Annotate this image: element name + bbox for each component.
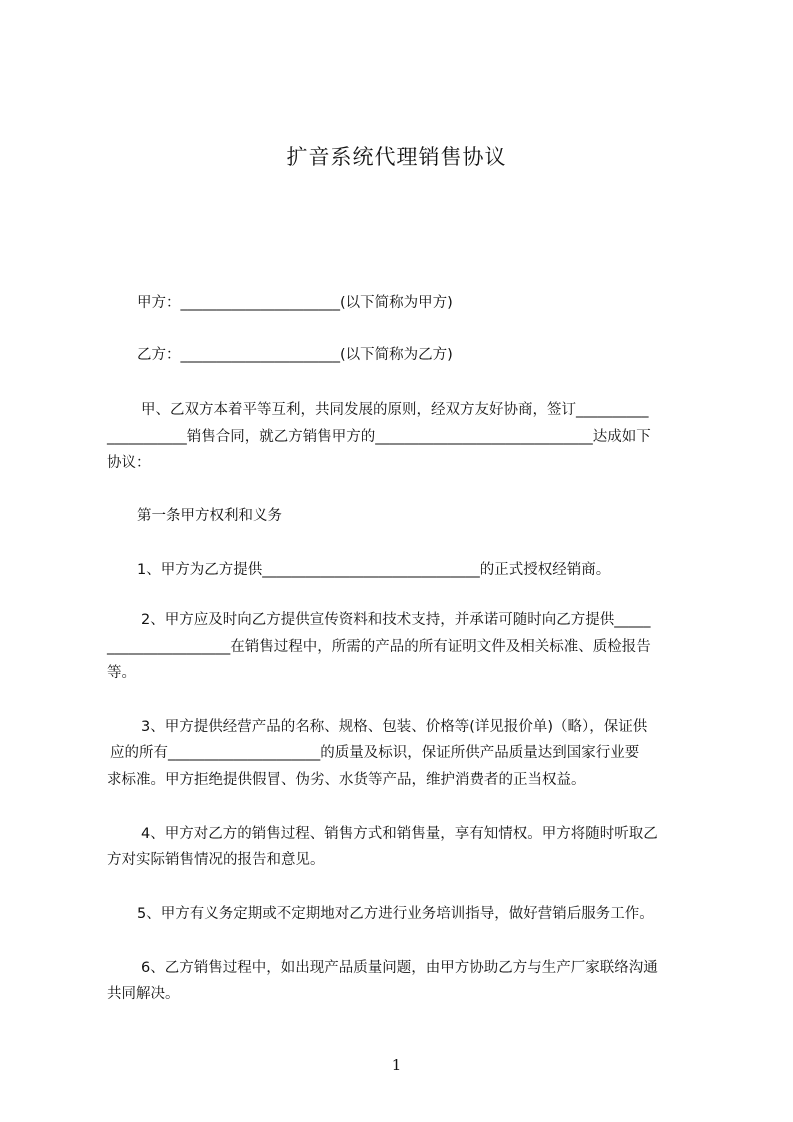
clause-1-line-1: 1、甲方为乙方提供______________________________的正式授权经销商。 [137, 562, 611, 578]
section-1-heading: 第一条甲方权利和义务 [137, 508, 282, 524]
clause-3-line-3: 求标准。甲方拒绝提供假冒、伪劣、水货等产品，维护消费者的正当权益。 [107, 772, 586, 788]
clause-4-line-1: 4、甲方对乙方的销售过程、销售方式和销售量，享有知情权。甲方将随时听取乙 [141, 826, 658, 842]
party-b-line: 乙方：______________________(以下简称为乙方) [137, 347, 453, 363]
document-title: 扩音系统代理销售协议 [286, 145, 507, 169]
clause-6-line-1: 6、乙方销售过程中，如出现产品质量问题，由甲方协助乙方与生产厂家联络沟通 [141, 960, 658, 976]
clause-6-line-2: 共同解决。 [107, 986, 180, 1002]
clause-2-line-3: 等。 [107, 665, 136, 681]
clause-2-line-2: _________________在销售过程中，所需的产品的所有证明文件及相关标准、质检报告 [107, 639, 651, 655]
clause-3-line-2: 应的所有_____________________的质量及标识，保证所供产品质量达到国家行业要 [110, 745, 640, 761]
party-a-line: 甲方：______________________(以下简称为甲方) [137, 295, 453, 311]
page-number: 1 [391, 1056, 402, 1074]
clause-3-line-1: 3、甲方提供经营产品的名称、规格、包装、价格等(详见报价单)（略），保证供 [141, 719, 648, 735]
clause-4-line-2: 方对实际销售情况的报告和意见。 [107, 852, 325, 868]
intro-line-1: 甲、乙双方本着平等互利，共同发展的原则，经双方友好协商，签订__________ [141, 402, 649, 418]
intro-line-2: ___________销售合同，就乙方销售甲方的______________________________达成如下 [107, 429, 651, 445]
clause-5-line-1: 5、甲方有义务定期或不定期地对乙方进行业务培训指导，做好营销后服务工作。 [137, 906, 654, 922]
intro-line-3: 协议： [107, 455, 151, 471]
clause-2-line-1: 2、甲方应及时向乙方提供宣传资料和技术支持，并承诺可随时向乙方提供_____ [141, 612, 651, 628]
